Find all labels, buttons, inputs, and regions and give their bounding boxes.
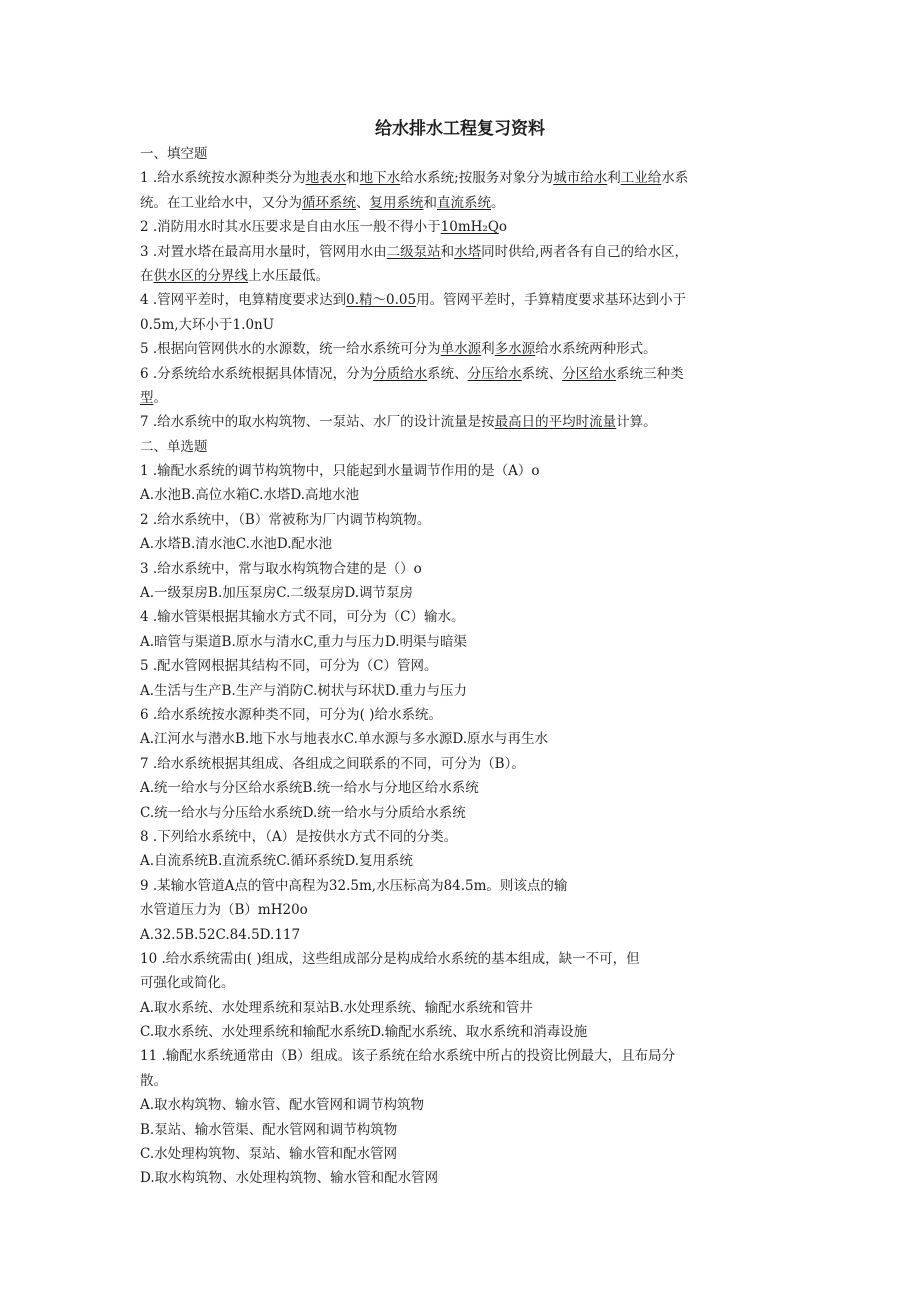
text-line: A.统一给水与分区给水系统B.统一给水与分地区给水系统 — [140, 780, 479, 797]
question-4-line-2: 0.5m,大环小于1.0nU — [140, 316, 275, 333]
text-line: 10 .给水系统需由( )组成，这些组成部分是构成给水系统的基本组成，缺一不可，但 — [140, 950, 640, 967]
question-4-line-1: 4 .管网平差时，电算精度要求达到0.精～0.05用。管网平差时，手算精度要求基环达到小于 — [140, 292, 687, 309]
text-line: 5 .配水管网根据其结构不同，可分为（C）管网。 — [140, 658, 438, 675]
answer-blank: 多水源 — [494, 341, 536, 358]
question-1-line-1: 1 .给水系统按水源种类分为地表水和地下水给水系统;按服务对象分为城市给水利工业给水系 — [140, 170, 689, 187]
text-line: 9 .某输水管道A点的管中高程为32.5m,水压标高为84.5m。则该点的输 — [140, 877, 568, 894]
text-line: A.水池B.高位水箱C.水塔D.高地水池 — [140, 487, 360, 504]
answer-blank: 最高日的平均时流量 — [494, 414, 617, 431]
text-line: A.32.5B.52C.84.5D.117 — [140, 926, 301, 943]
question-6-line-1: 6 .分系统给水系统根据具体情况，分为分质给水系统、分压给水系统、分区给水系统三种类 — [140, 365, 684, 382]
text-line: 11 .输配水系统通常由（B）组成。该子系统在给水系统中所占的投资比例最大，且布局分 — [140, 1048, 676, 1065]
text-line: D.取水构筑物、水处理构筑物、输水管和配水管网 — [140, 1170, 439, 1187]
text-line: 6 .给水系统按水源种类不同，可分为( )给水系统。 — [140, 706, 442, 723]
answer-blank: 分区给水 — [562, 365, 617, 382]
answer-blank: 城市给水 — [553, 170, 608, 187]
text-line: C.水处理构筑物、泵站、输水管和配水管网 — [140, 1146, 398, 1163]
text-line: 水管道压力为（B）mH20o — [140, 902, 308, 919]
answer-blank: 地表水 — [305, 170, 347, 187]
answer-blank: 0.精～0.05 — [346, 292, 417, 309]
text-line: 可强化或简化。 — [140, 975, 235, 992]
text-line: 7 .给水系统根据其组成、各组成之间联系的不同，可分为（B）。 — [140, 755, 525, 772]
question-3-line-1: 3 .对置水塔在最高用水量时，管网用水由二级泵站和水塔同时供给,两者各有自己的给水区， — [140, 243, 688, 260]
text-line: A.水塔B.清水池C.水池D.配水池 — [140, 536, 333, 553]
answer-blank: 工业给 — [620, 170, 662, 187]
answer-blank: 复用系统 — [369, 194, 424, 211]
answer-blank: 循环系统 — [302, 194, 356, 211]
question-5: 5 .根据向管网供水的水源数，统一给水系统可分为单水源利多水源给水系统两种形式。 — [140, 341, 657, 358]
question-6-line-2: 型。 — [140, 389, 167, 406]
answer-blank: 分压给水 — [467, 365, 522, 382]
document-body — [140, 142, 790, 1191]
text-line: A.生活与生产B.生产与消防C.树状与环状D.重力与压力 — [140, 682, 468, 699]
answer-blank: 地下水 — [359, 170, 401, 187]
answer-blank: 型 — [140, 389, 154, 406]
answer-blank: 水塔 — [454, 243, 482, 260]
document-title: 给水排水工程复习资料 — [375, 119, 545, 139]
question-3-line-2: 在供水区的分界线上水压最低。 — [140, 267, 329, 284]
text-line: A.暗管与渠道B.原水与清水C,重力与压力D.明渠与暗渠 — [140, 633, 468, 650]
question-2: 2 .消防用水时其水压要求是自由水压一般不得小于10mH₂Qo — [140, 219, 508, 236]
text-line: A.自流系统B.直流系统C.循环系统D.复用系统 — [140, 853, 414, 870]
section-heading-fill-in: 一、填空题 — [140, 146, 208, 162]
question-7: 7 .给水系统中的取水构筑物、一泵站、水厂的设计流量是按最高日的平均时流量计算。 — [140, 414, 657, 431]
answer-blank: 直流系统 — [437, 194, 491, 211]
text-line: 2 .给水系统中，（B）常被称为厂内调节构筑物。 — [140, 511, 431, 528]
answer-blank: 单水源 — [440, 341, 482, 358]
text-line: A.取水系统、水处理系统和泵站B.水处理系统、输配水系统和管井 — [140, 999, 533, 1016]
question-1-line-2: 统。在工业给水中，又分为循环系统、复用系统和直流系统。 — [140, 194, 505, 211]
text-line: C.取水系统、水处理系统和输配水系统D.输配水系统、取水系统和消毒设施 — [140, 1024, 588, 1041]
answer-blank: 二级泵站 — [386, 243, 441, 260]
answer-blank: 供水区的分界线 — [153, 267, 248, 284]
text-line: C.统一给水与分压给水系统D.统一给水与分质给水系统 — [140, 804, 466, 821]
text-line: A.江河水与潜水B.地下水与地表水C.单水源与多水源D.原水与再生水 — [140, 731, 549, 748]
text-line: 3 .给水系统中，常与取水构筑物合建的是（）o — [140, 560, 422, 577]
answer-blank: 10mH₂Q — [440, 219, 499, 236]
text-line: 散。 — [140, 1072, 167, 1089]
text-line: 8 .下列给水系统中，（A）是按供水方式不同的分类。 — [140, 828, 458, 845]
text-line: A.取水构筑物、输水管、配水管网和调节构筑物 — [140, 1097, 425, 1114]
section-heading-single-choice: 二、单选题 — [140, 438, 208, 455]
answer-blank: 分质给水 — [373, 365, 428, 382]
text-line: 4 .输水管渠根据其输水方式不同，可分为（C）输水。 — [140, 609, 465, 626]
text-line: 1 .输配水系统的调节构筑物中，只能起到水量调节作用的是（A）o — [140, 463, 540, 480]
text-line: A.一级泵房B.加压泵房C.二级泵房D.调节泵房 — [140, 585, 414, 602]
text-line: B.泵站、输水管渠、配水管网和调节构筑物 — [140, 1121, 398, 1138]
